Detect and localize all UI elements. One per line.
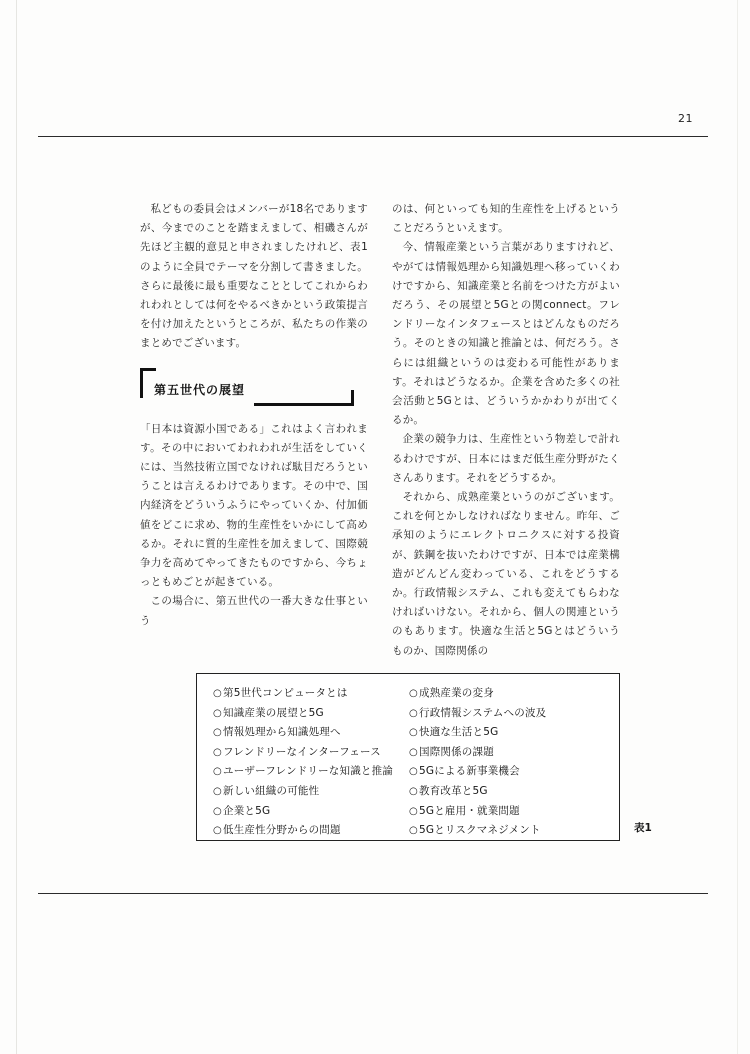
- topics-table: [196, 673, 620, 841]
- bracket-bottom-right-h: [254, 403, 354, 406]
- page-number: 21: [678, 112, 693, 125]
- bullet-icon: ○: [409, 766, 418, 778]
- bracket-bottom-right-v: [351, 390, 354, 406]
- topics-table-columns: [213, 684, 605, 837]
- list-item-label: 快適な生活と5G: [419, 726, 499, 739]
- left-paragraph-2: 「日本は資源小国である」これはよく言われます。その中においてわれわれが生活をしていくには、当然技術立国でなければ駄目だろうということは言えるわけであります。その中で、国内経済をどういうふうにやっていくか、付加価値をどこに求め、物的生産性をいかにして高めるか。それに質的生産性を加えまして、国際競争力を高めてやってきたものですから、今ちょっともめごとが起きている。: [140, 422, 368, 589]
- bullet-icon: ○: [409, 805, 418, 817]
- right-paragraph-1: のは、何といっても知的生産性を上げるということだろうといえます。: [392, 203, 620, 235]
- bullet-icon: ○: [213, 825, 222, 837]
- list-item: [213, 782, 409, 802]
- right-paragraph-2: 今、情報産業という言葉がありますけれど、やがては情報処理から知識処理へ移っていくわけですから、知識産業と名前をつけた方がよいだろう、その展望と5Gとの関connect。フレンドリーなインタフェースとはどんなものだろう。そのときの知識と推論とは、何だろう。さらには組織というのは変わる可能性があります。それはどうなるか。企業を含めた多くの社会活動と5Gとは、どういうかかわりが出てくるか。: [392, 241, 620, 427]
- list-item: [213, 821, 409, 841]
- right-paragraph-4: それから、成熟産業というのがございます。これを何とかしなければなりません。昨年、ご承知のようにエレクトロニクスに対する投資が、鉄鋼を抜いたわけですが、日本では産業構造がどんどん変わっている、これをどうするか。行政情報システム、これも変えてもらわなければいけない。それから、個人の関連というのもあります。快適な生活と5Gとはどういうものか、国際関係の: [392, 491, 620, 657]
- bullet-icon: ○: [409, 746, 418, 758]
- bullet-icon: ○: [409, 707, 418, 719]
- list-item-label: 知識産業の展望と5G: [223, 706, 324, 719]
- bracket-top-left-v: [140, 368, 143, 398]
- list-item-label: 5Gによる新事業機会: [419, 765, 520, 778]
- list-item-label: 教育改革と5G: [419, 784, 488, 797]
- list-item: [409, 821, 605, 841]
- list-item-label: 国際関係の課題: [419, 745, 494, 758]
- list-item-label: 5Gと雇用・就業問題: [419, 804, 520, 817]
- list-item-label: 成熟産業の変身: [419, 687, 494, 699]
- section-heading: [140, 368, 368, 408]
- body-columns: [140, 200, 620, 661]
- footer-rule: [38, 893, 708, 894]
- bullet-icon: ○: [409, 825, 418, 837]
- list-item-label: ユーザーフレンドリーな知識と推論: [223, 765, 393, 778]
- list-item: [213, 723, 409, 743]
- left-paragraph-1: 私どもの委員会はメンバーが18名でありますが、今までのことを踏まえまして、相磯さんが先ほど主観的意見と申されましたけれど、表1のように全員でテーマを分割して書きました。さらに最後に最も重要なこととしてこれからわれわれとしては何をやるべきかという政策提言を付け加えたというところが、私たちの作業のまとめでございます。: [140, 203, 368, 350]
- list-item-label: 情報処理から知識処理へ: [223, 726, 341, 739]
- list-item-label: 企業と5G: [223, 804, 271, 817]
- scan-edge-right: [737, 0, 738, 1054]
- list-item: [213, 704, 409, 724]
- list-item: [409, 684, 605, 704]
- list-item: [409, 782, 605, 802]
- left-column: [140, 200, 368, 661]
- list-item: [409, 723, 605, 743]
- bullet-icon: ○: [213, 805, 222, 817]
- list-item: [409, 762, 605, 782]
- section-heading-label: 第五世代の展望: [154, 382, 246, 397]
- table-caption: 表1: [634, 822, 652, 834]
- list-item: [409, 802, 605, 822]
- bullet-icon: ○: [213, 727, 222, 739]
- topics-column-right: [409, 684, 605, 837]
- right-paragraph-3: 企業の競争力は、生産性という物差しで計れるわけですが、日本にはまだ低生産分野がたくさんあります。それをどうするか。: [392, 433, 620, 484]
- list-item: [213, 684, 409, 704]
- bullet-icon: ○: [213, 688, 222, 699]
- bullet-icon: ○: [213, 707, 222, 719]
- bullet-icon: ○: [213, 785, 222, 797]
- bullet-icon: ○: [409, 785, 418, 797]
- list-item-label: 第5世代コンピュータとは: [223, 687, 348, 699]
- list-item-label: 新しい組織の可能性: [223, 784, 320, 797]
- right-column: [392, 200, 620, 661]
- list-item-label: 低生産性分野からの問題: [223, 824, 341, 837]
- left-paragraph-3: この場合に、第五世代の一番大きな仕事という: [140, 595, 368, 627]
- bullet-icon: ○: [213, 746, 222, 758]
- list-item: [409, 704, 605, 724]
- list-item-label: フレンドリーなインターフェース: [223, 745, 381, 758]
- header-rule: [38, 136, 708, 137]
- list-item: [213, 802, 409, 822]
- bullet-icon: ○: [409, 727, 418, 739]
- list-item: [213, 743, 409, 763]
- bullet-icon: ○: [409, 688, 418, 699]
- topics-column-left: [213, 684, 409, 837]
- list-item: [409, 743, 605, 763]
- bullet-icon: ○: [213, 766, 222, 778]
- scan-edge-left: [16, 0, 17, 1054]
- list-item: [213, 762, 409, 782]
- list-item-label: 5Gとリスクマネジメント: [419, 824, 541, 837]
- list-item-label: 行政情報システムへの波及: [419, 706, 547, 719]
